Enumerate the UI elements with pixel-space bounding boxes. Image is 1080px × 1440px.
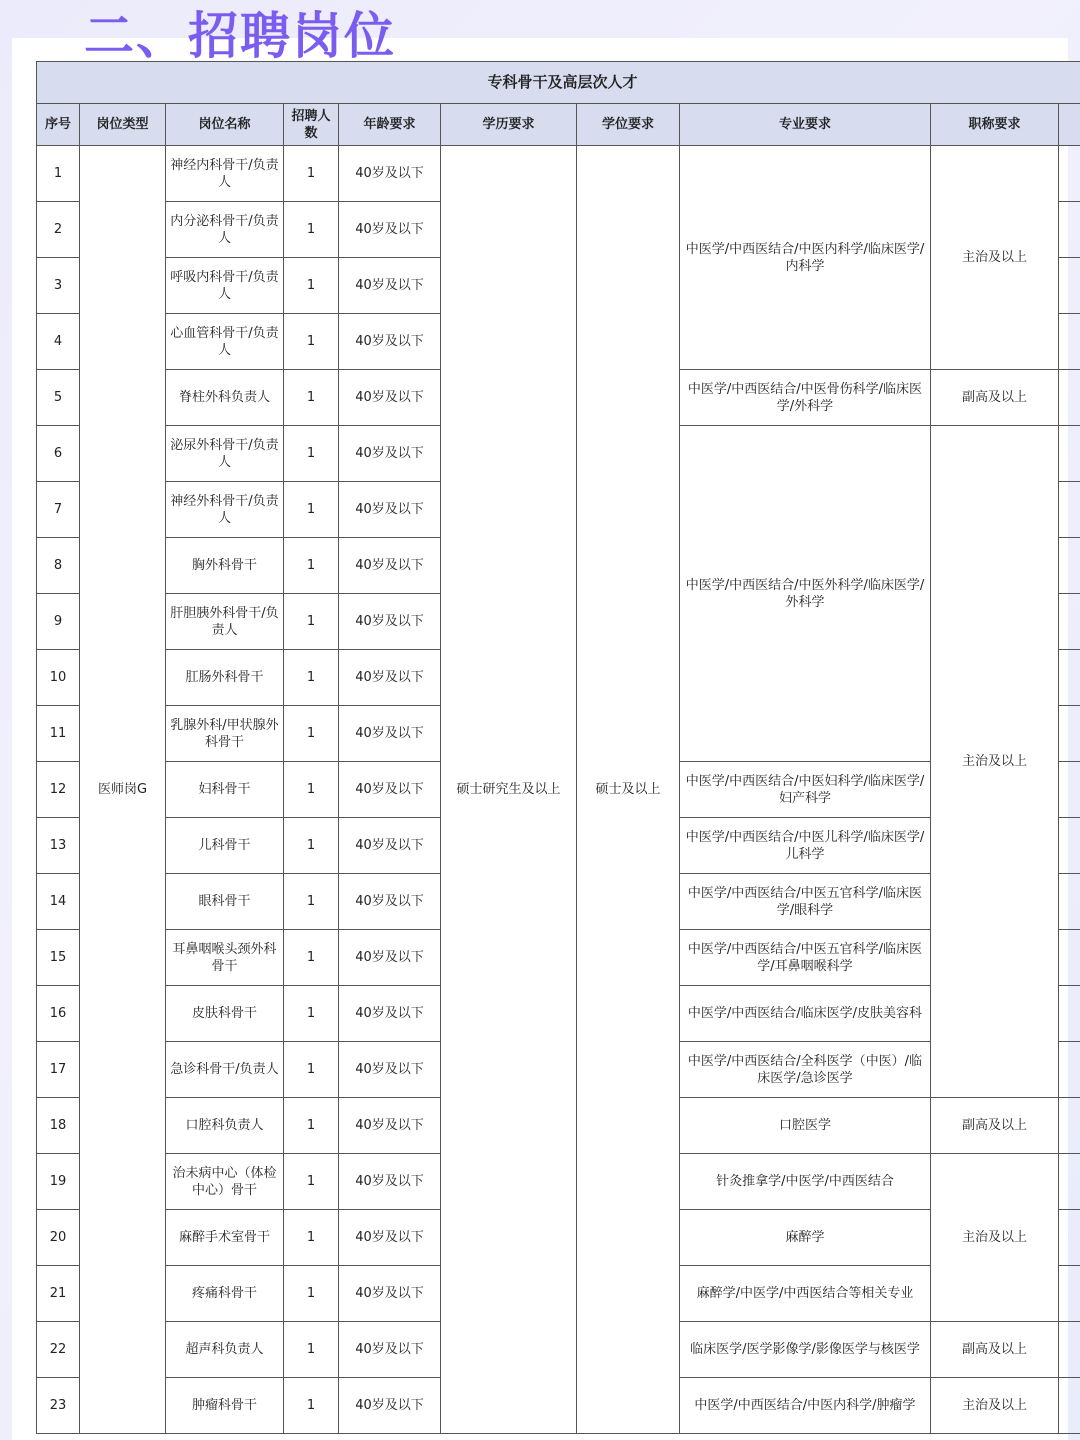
column-header: 招聘人数 [284,104,339,146]
table-band-label: 专科骨干及高层次人才 [37,62,1080,104]
position-name: 疼痛科骨干 [166,1266,284,1322]
headcount: 1 [284,482,339,538]
title-requirement: 主治及以上 [931,1378,1059,1434]
headcount: 1 [284,370,339,426]
age-requirement: 40岁及以下 [339,930,441,986]
headcount: 1 [284,202,339,258]
extra-column-cell [1059,706,1080,762]
age-requirement: 40岁及以下 [339,202,441,258]
row-number: 9 [37,594,80,650]
position-name: 肿瘤科骨干 [166,1378,284,1434]
extra-column-cell [1059,762,1080,818]
post-type-cell: 医师岗G [80,146,166,1434]
age-requirement: 40岁及以下 [339,258,441,314]
extra-column-cell [1059,1042,1080,1098]
row-number: 18 [37,1098,80,1154]
title-requirement: 副高及以上 [931,370,1059,426]
column-header: 年龄要求 [339,104,441,146]
row-number: 3 [37,258,80,314]
headcount: 1 [284,650,339,706]
row-number: 4 [37,314,80,370]
title-requirement: 副高及以上 [931,1322,1059,1378]
headcount: 1 [284,1098,339,1154]
row-number: 17 [37,1042,80,1098]
age-requirement: 40岁及以下 [339,1378,441,1434]
position-name: 呼吸内科骨干/负责人 [166,258,284,314]
headcount: 1 [284,706,339,762]
extra-column-cell [1059,874,1080,930]
position-name: 麻醉手术室骨干 [166,1210,284,1266]
major-requirement: 中医学/中西医结合/中医骨伤科学/临床医学/外科学 [680,370,931,426]
row-number: 23 [37,1378,80,1434]
title-requirement: 主治及以上 [931,146,1059,370]
education-cell: 硕士研究生及以上 [441,146,577,1434]
extra-column-cell [1059,1210,1080,1266]
age-requirement: 40岁及以下 [339,706,441,762]
age-requirement: 40岁及以下 [339,426,441,482]
headcount: 1 [284,1042,339,1098]
position-name: 神经内科骨干/负责人 [166,146,284,202]
position-name: 胸外科骨干 [166,538,284,594]
age-requirement: 40岁及以下 [339,594,441,650]
row-number: 14 [37,874,80,930]
age-requirement: 40岁及以下 [339,1154,441,1210]
major-requirement: 中医学/中西医结合/中医儿科学/临床医学/儿科学 [680,818,931,874]
extra-column-cell [1059,594,1080,650]
headcount: 1 [284,930,339,986]
column-header-extra [1059,104,1080,146]
age-requirement: 40岁及以下 [339,1042,441,1098]
row-number: 15 [37,930,80,986]
position-name: 口腔科负责人 [166,1098,284,1154]
extra-column-cell [1059,202,1080,258]
extra-column-cell [1059,370,1080,426]
major-requirement: 中医学/中西医结合/中医五官科学/临床医学/耳鼻咽喉科学 [680,930,931,986]
major-requirement: 针灸推拿学/中医学/中西医结合 [680,1154,931,1210]
extra-column-cell [1059,650,1080,706]
row-number: 10 [37,650,80,706]
extra-column-cell [1059,538,1080,594]
headcount: 1 [284,538,339,594]
position-name: 急诊科骨干/负责人 [166,1042,284,1098]
major-requirement: 中医学/中西医结合/中医妇科学/临床医学/妇产科学 [680,762,931,818]
major-requirement: 中医学/中西医结合/全科医学（中医）/临床医学/急诊医学 [680,1042,931,1098]
title-requirement: 主治及以上 [931,426,1059,1098]
extra-column-cell [1059,1322,1080,1378]
age-requirement: 40岁及以下 [339,538,441,594]
extra-column-cell [1059,314,1080,370]
column-header: 学位要求 [577,104,680,146]
major-requirement: 口腔医学 [680,1098,931,1154]
position-name: 心血管科骨干/负责人 [166,314,284,370]
age-requirement: 40岁及以下 [339,482,441,538]
extra-column-cell [1059,986,1080,1042]
major-requirement: 中医学/中西医结合/中医内科学/临床医学/内科学 [680,146,931,370]
extra-column-cell [1059,1098,1080,1154]
extra-column-cell [1059,258,1080,314]
extra-column-cell [1059,482,1080,538]
major-requirement: 中医学/中西医结合/临床医学/皮肤美容科 [680,986,931,1042]
row-number: 12 [37,762,80,818]
extra-column-cell [1059,426,1080,482]
headcount: 1 [284,1266,339,1322]
age-requirement: 40岁及以下 [339,1098,441,1154]
headcount: 1 [284,426,339,482]
extra-column-cell [1059,1266,1080,1322]
headcount: 1 [284,818,339,874]
headcount: 1 [284,258,339,314]
headcount: 1 [284,314,339,370]
position-name: 乳腺外科/甲状腺外科骨干 [166,706,284,762]
row-number: 7 [37,482,80,538]
age-requirement: 40岁及以下 [339,1210,441,1266]
row-number: 19 [37,1154,80,1210]
page-title: 二、招聘岗位 [84,7,396,65]
row-number: 5 [37,370,80,426]
position-name: 眼科骨干 [166,874,284,930]
age-requirement: 40岁及以下 [339,370,441,426]
major-requirement: 中医学/中西医结合/中医五官科学/临床医学/眼科学 [680,874,931,930]
age-requirement: 40岁及以下 [339,762,441,818]
age-requirement: 40岁及以下 [339,818,441,874]
row-number: 2 [37,202,80,258]
age-requirement: 40岁及以下 [339,314,441,370]
major-requirement: 麻醉学 [680,1210,931,1266]
headcount: 1 [284,594,339,650]
table-row [37,146,1080,202]
row-number: 1 [37,146,80,202]
title-requirement: 主治及以上 [931,1154,1059,1322]
extra-column-cell [1059,818,1080,874]
table-header-row [37,104,1080,146]
column-header: 序号 [37,104,80,146]
major-requirement: 中医学/中西医结合/中医外科学/临床医学/外科学 [680,426,931,762]
extra-column-cell [1059,1154,1080,1210]
row-number: 22 [37,1322,80,1378]
age-requirement: 40岁及以下 [339,1322,441,1378]
degree-cell: 硕士及以上 [577,146,680,1434]
headcount: 1 [284,1210,339,1266]
title-requirement: 副高及以上 [931,1098,1059,1154]
row-number: 20 [37,1210,80,1266]
recruitment-table-container [36,61,1080,1440]
row-number: 21 [37,1266,80,1322]
column-header: 岗位名称 [166,104,284,146]
position-name: 治未病中心（体检中心）骨干 [166,1154,284,1210]
position-name: 妇科骨干 [166,762,284,818]
position-name: 神经外科骨干/负责人 [166,482,284,538]
extra-column-cell [1059,1378,1080,1434]
age-requirement: 40岁及以下 [339,874,441,930]
column-header: 岗位类型 [80,104,166,146]
column-header: 职称要求 [931,104,1059,146]
headcount: 1 [284,1154,339,1210]
column-header: 学历要求 [441,104,577,146]
headcount: 1 [284,146,339,202]
age-requirement: 40岁及以下 [339,146,441,202]
position-name: 儿科骨干 [166,818,284,874]
row-number: 11 [37,706,80,762]
headcount: 1 [284,762,339,818]
recruitment-table [36,61,1080,1434]
age-requirement: 40岁及以下 [339,986,441,1042]
position-name: 脊柱外科负责人 [166,370,284,426]
major-requirement: 临床医学/医学影像学/影像医学与核医学 [680,1322,931,1378]
headcount: 1 [284,874,339,930]
row-number: 8 [37,538,80,594]
extra-column-cell [1059,146,1080,202]
row-number: 6 [37,426,80,482]
major-requirement: 中医学/中西医结合/中医内科学/肿瘤学 [680,1378,931,1434]
age-requirement: 40岁及以下 [339,1266,441,1322]
position-name: 肝胆胰外科骨干/负责人 [166,594,284,650]
major-requirement: 麻醉学/中医学/中西医结合等相关专业 [680,1266,931,1322]
position-name: 耳鼻咽喉头颈外科骨干 [166,930,284,986]
position-name: 内分泌科骨干/负责人 [166,202,284,258]
headcount: 1 [284,986,339,1042]
row-number: 16 [37,986,80,1042]
position-name: 皮肤科骨干 [166,986,284,1042]
row-number: 13 [37,818,80,874]
age-requirement: 40岁及以下 [339,650,441,706]
extra-column-cell [1059,930,1080,986]
position-name: 肛肠外科骨干 [166,650,284,706]
position-name: 超声科负责人 [166,1322,284,1378]
position-name: 泌尿外科骨干/负责人 [166,426,284,482]
headcount: 1 [284,1378,339,1434]
column-header: 专业要求 [680,104,931,146]
headcount: 1 [284,1322,339,1378]
